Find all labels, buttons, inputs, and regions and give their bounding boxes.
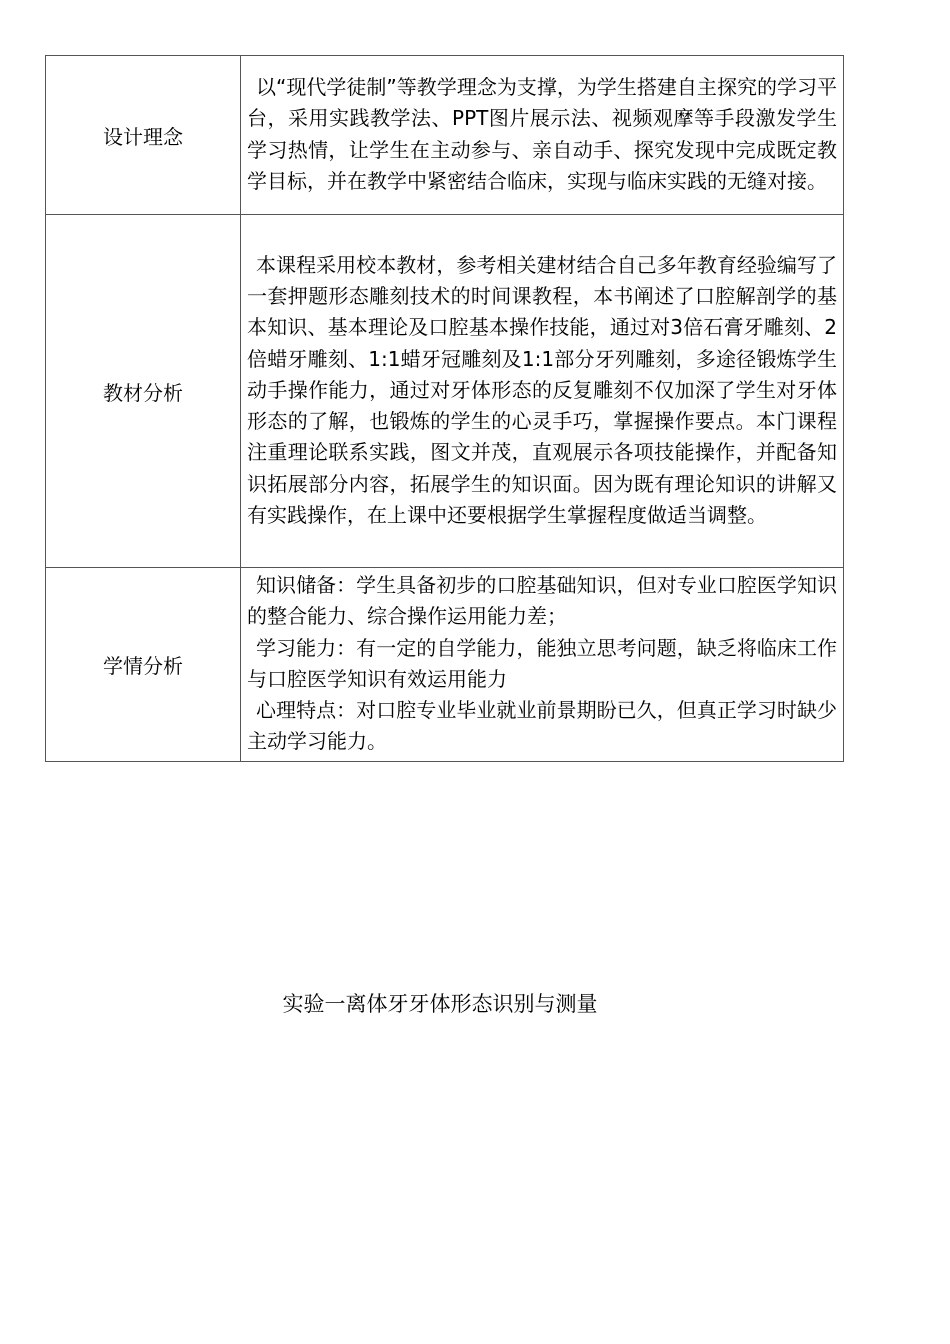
table-row-material-analysis <box>46 215 844 568</box>
row-label-material-analysis: 教材分析 <box>46 215 241 568</box>
paragraph: 本课程采用校本教材，参考相关建材结合自己多年教育经验编写了一套押题形态雕刻技术的时间课教程，本书阐述了口腔解剖学的基本知识、基本理论及口腔基本操作技能，通过对3倍石膏牙雕刻、2倍蜡牙雕刻、1:1蜡牙冠雕刻及1:1部分牙列雕刻，多途径锻炼学生动手操作能力，通过对牙体形态的反复雕刻不仅加深了学生对牙体形态的了解，也锻炼的学生的心灵手巧，掌握操作要点。本门课程注重理论联系实践，图文并茂，直观展示各项技能操作，并配备知识拓展部分内容，拓展学生的知识面。因为既有理论知识的讲解又有实践操作，在上课中还要根据学生掌握程度做适当调整。 <box>247 252 837 528</box>
row-content-design-concept <box>241 56 844 215</box>
row-label-student-analysis: 学情分析 <box>46 568 241 762</box>
lesson-plan-table <box>45 55 844 762</box>
paragraph-ability: 学习能力：有一定的自学能力，能独立思考问题，缺乏将临床工作与口腔医学知识有效运用能力 <box>247 635 837 691</box>
table-row-student-analysis <box>46 568 844 762</box>
row-content-student-analysis <box>241 568 844 762</box>
row-label-design-concept: 设计理念 <box>46 56 241 215</box>
paragraph-knowledge: 知识储备：学生具备初步的口腔基础知识，但对专业口腔医学知识的整合能力、综合操作运用能力差； <box>247 573 837 629</box>
paragraph-psychology: 心理特点：对口腔专业毕业就业前景期盼已久，但真正学习时缺少主动学习能力。 <box>247 698 837 754</box>
table-row-design-concept <box>46 56 844 215</box>
row-content-material-analysis <box>241 215 844 568</box>
paragraph: 以“现代学徒制”等教学理念为支撑，为学生搭建自主探究的学习平台，采用实践教学法、PPT图片展示法、视频观摩等手段激发学生学习热情，让学生在主动参与、亲自动手、探究发现中完成既定教学目标，并在教学中紧密结合临床，实现与临床实践的无缝对接。 <box>247 74 837 193</box>
section-heading: 实验一离体牙牙体形态识别与测量 <box>282 992 598 1016</box>
